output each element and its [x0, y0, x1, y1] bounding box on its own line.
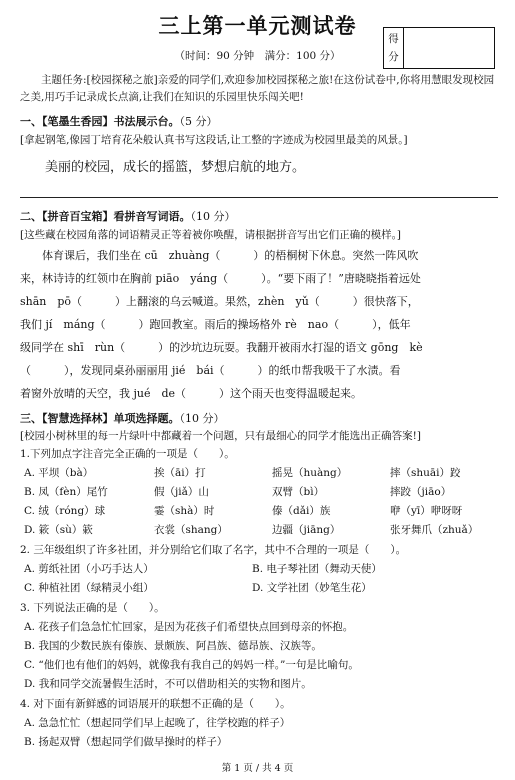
- option-cell: 张牙舞爪（zhuǎ）: [390, 524, 479, 536]
- question-1-stem: 1.下列加点字注音完全正确的一项是（ ）。: [20, 448, 235, 460]
- option-cell: 摇晃（huàng）: [272, 467, 348, 479]
- option-cell: 假（jiǎ）山: [154, 486, 209, 498]
- option-cell: B. 凤（fèn）尾竹: [24, 486, 108, 498]
- question-4-option[interactable]: A. 急急忙忙（想起同学们早上起晚了，往学校跑的样子）: [24, 717, 291, 729]
- section-3-score: （10 分）: [179, 412, 225, 425]
- section-1-instruction: [拿起钢笔,像园丁培育花朵般认真书写这段话,让工整的字迹成为校园里最美的风景。]: [20, 134, 408, 146]
- option-cell: 挨（āi）打: [154, 467, 206, 479]
- option-cell: 霎（shà）时: [154, 505, 215, 517]
- section-3-instruction: [校园小树林里的每一片绿叶中都藏着一个问题，只有最细心的同学才能选出正确答案!]: [20, 430, 421, 442]
- option-cell: 咿（yī）咿呀呀: [390, 505, 463, 517]
- option-cell: A. 剪纸社团（小巧手达人）: [24, 563, 154, 575]
- option-cell: 边疆（jiāng）: [272, 524, 341, 536]
- option-cell: 傣（dǎi）族: [272, 505, 331, 517]
- pinyin-line: 体育课后，我们坐在 cū zhuàng（ ）的梧桐树下休息。突然一阵风吹: [20, 249, 419, 262]
- option-cell: D. 文学社团（妙笔生花）: [252, 582, 372, 594]
- pinyin-line: 我们 jí máng（ ）跑回教室。雨后的操场格外 rè nao（ ），低年: [20, 318, 411, 331]
- question-3-option[interactable]: C. “他们也有他们的妈妈，就像我有我自己的妈妈一样。”一句是比喻句。: [24, 659, 359, 671]
- question-3-stem: 3. 下列说法正确的是（ ）。: [20, 602, 165, 614]
- exam-subtitle: （时间：90 分钟 满分：100 分）: [174, 50, 341, 62]
- section-1-score: （5 分）: [179, 115, 218, 128]
- question-2-stem: 2. 三年级组织了许多社团，并分别给它们取了名字，其中不合理的一项是（ ）。: [20, 544, 407, 556]
- section-1-heading: [20, 113, 498, 129]
- exam-title: 三上第一单元测试卷: [158, 13, 357, 38]
- option-cell: A. 平坝（bà）: [24, 467, 94, 479]
- question-2-option-row[interactable]: [24, 561, 494, 576]
- pinyin-line: 来，林诗诗的红领巾在胸前 piāo yáng（ ）。“要下雨了！”唐晓晓指着远处: [20, 272, 421, 285]
- question-3-option[interactable]: A. 花孩子们急急忙忙回家，是因为花孩子们希望快点回到母亲的怀抱。: [24, 621, 354, 633]
- section-3-heading: [20, 410, 498, 426]
- option-cell: C. 种植社团（绿精灵小组）: [24, 582, 154, 594]
- section-1-title: 一、【笔墨生香园】书法展示台。: [20, 115, 180, 128]
- page-footer: 第 1 页 / 共 4 页: [221, 763, 294, 774]
- section-2-instruction: [这些藏在校园角落的词语精灵正等着被你唤醒，请根据拼音写出它们正确的模样。]: [20, 229, 401, 241]
- option-cell: 摔（shuāi）跤: [390, 467, 461, 479]
- question-4-option[interactable]: B. 扬起双臂（想起同学们做早操时的样子）: [24, 736, 228, 748]
- option-cell: D. 簌（sù）簌: [24, 524, 93, 536]
- score-field[interactable]: [404, 28, 494, 68]
- question-3-option[interactable]: B. 我国的少数民族有傣族、景颇族、阿昌族、德昂族、汉族等。: [24, 640, 322, 652]
- pinyin-line: 级同学在 shī rùn（ ）的沙坑边玩耍。我翻开被雨水打湿的语文 gōng kè: [20, 341, 423, 354]
- question-1-option-row[interactable]: [24, 465, 494, 480]
- pinyin-line: （ ），发现同桌孙丽丽用 jié bái（ ）的纸巾帮我吸干了水渍。看: [20, 364, 401, 377]
- option-cell: 衣裳（shang）: [154, 524, 228, 536]
- pinyin-line: 着窗外放晴的天空，我 jué de（ ）这个雨天也变得温暖起来。: [20, 387, 363, 400]
- section-1-copy-text: 美丽的校园，成长的摇篮，梦想启航的地方。: [45, 160, 306, 175]
- question-1-option-row[interactable]: [24, 522, 494, 537]
- option-cell: 双臂（bì）: [272, 486, 325, 498]
- intro-text: 主题任务:[校园探秘之旅]亲爱的同学们,欢迎参加校园探秘之旅!在这份试卷中,你将用慧眼发现校园之美,用巧手记录成长点滴,让我们在知识的乐园里快乐闯关吧!: [20, 74, 495, 103]
- section-2-title: 二、【拼音百宝箱】看拼音写词语。: [20, 210, 191, 223]
- writing-line[interactable]: [20, 197, 498, 198]
- score-label: 得分: [384, 28, 404, 68]
- score-box: [383, 27, 495, 69]
- question-4-stem: 4. 对下面有新鲜感的词语展开的联想不正确的是（ ）。: [20, 698, 291, 710]
- question-2-option-row[interactable]: [24, 580, 494, 595]
- option-cell: 摔跤（jiāo）: [390, 486, 452, 498]
- option-cell: B. 电子琴社团（舞动天使）: [252, 563, 382, 575]
- pinyin-line: shān pō（ ）上翻滚的乌云喊道。果然，zhèn yǔ（ ）很快落下，: [20, 295, 419, 308]
- section-2-score: （10 分）: [190, 210, 236, 223]
- question-1-option-row[interactable]: [24, 484, 494, 499]
- question-1-option-row[interactable]: [24, 503, 494, 518]
- section-2-heading: [20, 208, 498, 224]
- option-cell: C. 绒（róng）球: [24, 505, 106, 517]
- question-3-option[interactable]: D. 我和同学交流暑假生活时，不可以借助相关的实物和图片。: [24, 678, 312, 690]
- section-3-title: 三、【智慧选择林】单项选择题。: [20, 412, 180, 425]
